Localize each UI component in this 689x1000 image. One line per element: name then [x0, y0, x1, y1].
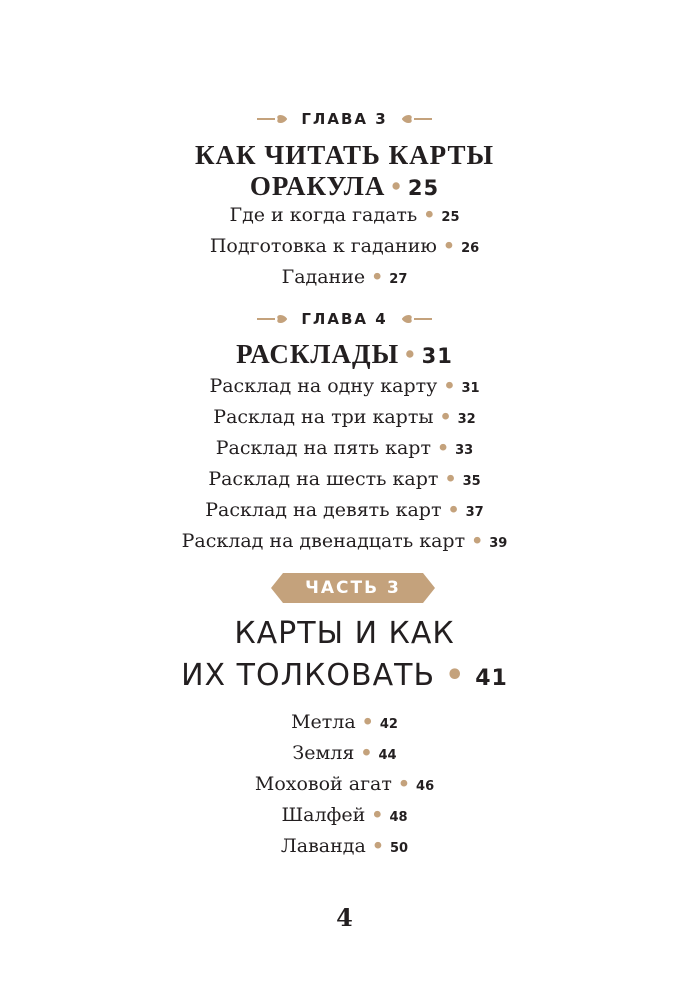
chapter-3-title — [0, 140, 689, 204]
toc-entry-page: 50 — [389, 841, 409, 856]
toc-entry-title: Шалфей — [281, 804, 366, 826]
part-3-title-line2: ИХ ТОЛКОВАТЬ — [181, 658, 436, 693]
toc-entry-title: Земля — [292, 742, 355, 764]
toc-entry-page: 32 — [457, 412, 476, 427]
bullet-icon: • — [371, 835, 384, 857]
flourish-right-icon — [402, 114, 432, 124]
chapter-3-entries — [0, 201, 689, 294]
toc-entry[interactable] — [0, 770, 689, 801]
chapter-4-title: РАСКЛАДЫ — [236, 339, 400, 369]
flourish-right-icon — [402, 314, 432, 324]
bullet-icon: • — [361, 711, 374, 733]
bullet-icon: • — [391, 171, 402, 201]
part-3-label: ЧАСТЬ 3 — [305, 578, 401, 598]
toc-entry-title: Расклад на двенадцать карт — [181, 530, 466, 552]
bullet-icon: • — [423, 204, 436, 226]
toc-entry-title: Лаванда — [280, 835, 366, 857]
toc-entry[interactable] — [0, 527, 689, 558]
toc-entry[interactable] — [0, 201, 689, 232]
toc-entry-page: 39 — [489, 536, 508, 551]
toc-entry[interactable] — [0, 403, 689, 434]
toc-entry-page: 46 — [416, 779, 435, 794]
bullet-icon: • — [471, 530, 484, 552]
toc-entry[interactable] — [0, 496, 689, 527]
toc-entry-title: Расклад на три карты — [213, 406, 434, 428]
bullet-icon: • — [436, 437, 450, 459]
chapter-4-entries — [0, 372, 689, 558]
toc-entry[interactable] — [0, 232, 689, 263]
chapter-4-label: ГЛАВА 4 — [301, 310, 388, 328]
toc-entry-title: Метла — [291, 711, 356, 733]
toc-entry[interactable] — [0, 465, 689, 496]
toc-entry-title: Расклад на одну карту — [209, 375, 438, 397]
toc-entry-title: Гадание — [281, 266, 366, 288]
toc-entry-page: 27 — [389, 272, 408, 287]
toc-entry-page: 26 — [461, 241, 480, 256]
part-3-title-line1: КАРТЫ И КАК — [234, 616, 455, 651]
toc-entry[interactable] — [0, 434, 689, 465]
part-3-banner — [271, 573, 435, 603]
toc-entry[interactable] — [0, 263, 689, 294]
part-3-page: 41 — [475, 666, 508, 691]
chapter-3-label: ГЛАВА 3 — [301, 110, 388, 128]
toc-entry-title: Расклад на шесть карт — [208, 468, 439, 490]
toc-entry[interactable] — [0, 372, 689, 403]
chapter-3-title-line2-row — [0, 171, 689, 204]
chapter-3-title-line1: КАК ЧИТАТЬ КАРТЫ — [194, 140, 495, 170]
chapter-3-title-line2: ОРАКУЛА — [249, 171, 386, 201]
bullet-icon: • — [371, 266, 384, 288]
toc-entry-title: Подготовка к гаданию — [209, 235, 437, 257]
toc-entry-page: 44 — [378, 748, 397, 763]
toc-entry-page: 33 — [455, 443, 474, 458]
toc-entry-title: Моховой агат — [254, 773, 392, 795]
toc-entry-title: Расклад на пять карт — [215, 437, 431, 459]
toc-entry[interactable] — [0, 739, 689, 770]
part-3-entries — [0, 708, 689, 863]
toc-entry[interactable] — [0, 708, 689, 739]
bullet-icon: • — [397, 773, 411, 795]
bullet-icon: • — [444, 468, 457, 490]
toc-entry-page: 42 — [379, 717, 398, 732]
toc-entry-page: 31 — [461, 381, 480, 396]
page-number: 4 — [336, 903, 353, 932]
bullet-icon: • — [360, 742, 373, 764]
toc-entry-title: Где и когда гадать — [229, 204, 418, 226]
toc-entry[interactable] — [0, 832, 689, 863]
toc-entry-page: 37 — [465, 505, 484, 520]
chapter-3-page: 25 — [407, 176, 440, 200]
toc-entry-page: 35 — [462, 474, 481, 489]
part-3-title-line2-row — [0, 655, 689, 700]
toc-entry-page: 25 — [441, 210, 460, 225]
flourish-left-icon — [257, 314, 287, 324]
bullet-icon: • — [445, 658, 466, 693]
bullet-icon: • — [447, 499, 460, 521]
part-3-title — [0, 613, 689, 700]
bullet-icon: • — [405, 339, 416, 369]
toc-entry-title: Расклад на девять карт — [205, 499, 442, 521]
chapter-4-page: 31 — [421, 344, 453, 368]
flourish-left-icon — [257, 114, 287, 124]
chapter-3-label-row — [0, 110, 689, 128]
bullet-icon: • — [371, 804, 384, 826]
bullet-icon: • — [439, 406, 452, 428]
chapter-4-label-row — [0, 310, 689, 328]
bullet-icon: • — [443, 375, 456, 397]
toc-entry[interactable] — [0, 801, 689, 832]
toc-entry-page: 48 — [389, 810, 408, 825]
chapter-4-title-row — [0, 339, 689, 372]
bullet-icon: • — [442, 235, 456, 257]
